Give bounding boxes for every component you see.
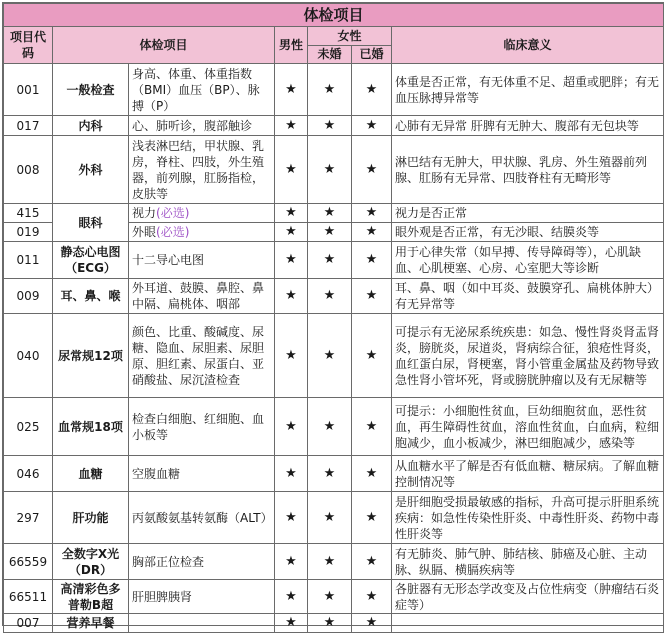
star-male: ★ bbox=[275, 279, 308, 314]
item-name: 肝功能 bbox=[53, 492, 129, 544]
item-name: 高清彩色多普勒B超 bbox=[53, 580, 129, 614]
table-row bbox=[4, 204, 664, 223]
item-detail-text: 视力 bbox=[132, 206, 157, 220]
item-meaning: 是肝细胞受损最敏感的指标，升高可提示肝胆系统疾病：如急性传染性肝炎、中毒性肝炎、药物中毒性肝炎等 bbox=[392, 492, 664, 544]
exam-table-container bbox=[2, 2, 664, 630]
item-meaning: 淋巴结有无肿大，甲状腺、乳房、外生殖器前列腺、肛肠有无异常、四肢脊柱有无畸形等 bbox=[392, 136, 664, 204]
star-married: ★ bbox=[352, 204, 392, 223]
table-row bbox=[4, 398, 664, 456]
star-unmarried: ★ bbox=[308, 223, 352, 242]
star-married: ★ bbox=[352, 314, 392, 398]
item-meaning: 耳、鼻、咽（如中耳炎、鼓膜穿孔、扁桃体肿大）有无异常等 bbox=[392, 279, 664, 314]
item-name: 血糖 bbox=[53, 456, 129, 492]
item-meaning: 各脏器有无形态学改变及占位性病变（肿瘤结石炎症等） bbox=[392, 580, 664, 614]
star-married: ★ bbox=[352, 492, 392, 544]
header-male: 男性 bbox=[275, 27, 308, 64]
star-married: ★ bbox=[352, 544, 392, 580]
star-male: ★ bbox=[275, 314, 308, 398]
star-unmarried: ★ bbox=[308, 580, 352, 614]
star-male: ★ bbox=[275, 492, 308, 544]
table-row bbox=[4, 64, 664, 116]
star-male: ★ bbox=[275, 614, 308, 633]
item-meaning: 心肺有无异常 肝脾有无肿大、腹部有无包块等 bbox=[392, 116, 664, 136]
exam-table bbox=[3, 3, 664, 633]
star-unmarried: ★ bbox=[308, 544, 352, 580]
item-meaning: 可提示：小细胞性贫血，巨幼细胞贫血，恶性贫血，再生障碍性贫血，溶血性贫血，白血病，粒细胞减少，血小板减少，淋巴细胞减少，感染等 bbox=[392, 398, 664, 456]
item-detail-text: 外眼 bbox=[132, 225, 157, 239]
star-unmarried: ★ bbox=[308, 204, 352, 223]
item-meaning: 体重是否正常，有无体重不足、超重或肥胖；有无血压脉搏异常等 bbox=[392, 64, 664, 116]
header-meaning: 临床意义 bbox=[392, 27, 664, 64]
item-detail: 身高、体重、体重指数（BMI）血压（BP）、脉搏（P） bbox=[129, 64, 275, 116]
item-code: 66511 bbox=[4, 580, 53, 614]
required-tag: (必选) bbox=[156, 206, 190, 220]
item-code: 017 bbox=[4, 116, 53, 136]
star-unmarried: ★ bbox=[308, 614, 352, 633]
table-row bbox=[4, 492, 664, 544]
table-row bbox=[4, 456, 664, 492]
header-code: 项目代码 bbox=[4, 27, 53, 64]
star-unmarried: ★ bbox=[308, 492, 352, 544]
item-code: 415 bbox=[4, 204, 53, 223]
table-row bbox=[4, 544, 664, 580]
star-male: ★ bbox=[275, 223, 308, 242]
item-code: 046 bbox=[4, 456, 53, 492]
item-meaning: 有无肺炎、肺气肿、肺结核、肺癌及心脏、主动脉、纵膈、横膈疾病等 bbox=[392, 544, 664, 580]
item-meaning: 从血糖水平了解是否有低血糖、糖尿病。了解血糖控制情况等 bbox=[392, 456, 664, 492]
item-detail: 检查白细胞、红细胞、血小板等 bbox=[129, 398, 275, 456]
star-unmarried: ★ bbox=[308, 116, 352, 136]
star-male: ★ bbox=[275, 456, 308, 492]
star-male: ★ bbox=[275, 64, 308, 116]
star-married: ★ bbox=[352, 398, 392, 456]
star-unmarried: ★ bbox=[308, 279, 352, 314]
star-unmarried: ★ bbox=[308, 314, 352, 398]
item-code: 007 bbox=[4, 614, 53, 633]
item-detail: 丙氨酸氨基转氨酶（ALT） bbox=[129, 492, 275, 544]
item-code: 66559 bbox=[4, 544, 53, 580]
item-meaning: 视力是否正常 bbox=[392, 204, 664, 223]
header-female: 女性 bbox=[308, 27, 392, 46]
item-detail: 肝胆脾胰肾 bbox=[129, 580, 275, 614]
item-detail bbox=[129, 223, 275, 242]
star-married: ★ bbox=[352, 64, 392, 116]
star-married: ★ bbox=[352, 223, 392, 242]
star-male: ★ bbox=[275, 136, 308, 204]
table-title: 体检项目 bbox=[4, 4, 664, 27]
star-unmarried: ★ bbox=[308, 242, 352, 279]
required-tag: (必选) bbox=[156, 225, 190, 239]
header-married: 已婚 bbox=[352, 45, 392, 64]
item-code: 009 bbox=[4, 279, 53, 314]
item-code: 019 bbox=[4, 223, 53, 242]
item-code: 040 bbox=[4, 314, 53, 398]
star-married: ★ bbox=[352, 580, 392, 614]
star-married: ★ bbox=[352, 279, 392, 314]
item-code: 025 bbox=[4, 398, 53, 456]
item-name: 内科 bbox=[53, 116, 129, 136]
item-code: 297 bbox=[4, 492, 53, 544]
item-meaning: 可提示有无泌尿系统疾患：如急、慢性肾炎肾盂肾炎，膀胱炎，尿道炎，肾病综合征，狼疮性肾炎，血红蛋白尿，肾梗塞，肾小管重金属盐及药物导致急性肾小管坏死，肾或膀胱肿瘤以及有无尿糖等 bbox=[392, 314, 664, 398]
table-row bbox=[4, 116, 664, 136]
item-detail: 外耳道、鼓膜、鼻腔、鼻中隔、扁桃体、咽部 bbox=[129, 279, 275, 314]
star-unmarried: ★ bbox=[308, 64, 352, 116]
item-detail bbox=[129, 614, 275, 633]
star-unmarried: ★ bbox=[308, 398, 352, 456]
star-male: ★ bbox=[275, 204, 308, 223]
table-row bbox=[4, 614, 664, 633]
header-unmarried: 未婚 bbox=[308, 45, 352, 64]
item-name: 血常规18项 bbox=[53, 398, 129, 456]
star-married: ★ bbox=[352, 242, 392, 279]
header-item: 体检项目 bbox=[53, 27, 275, 64]
star-male: ★ bbox=[275, 242, 308, 279]
table-row bbox=[4, 279, 664, 314]
item-code: 008 bbox=[4, 136, 53, 204]
item-name: 尿常规12项 bbox=[53, 314, 129, 398]
item-code: 011 bbox=[4, 242, 53, 279]
star-unmarried: ★ bbox=[308, 456, 352, 492]
star-male: ★ bbox=[275, 398, 308, 456]
item-name: 耳、鼻、喉 bbox=[53, 279, 129, 314]
star-male: ★ bbox=[275, 544, 308, 580]
item-name: 全数字X光（DR） bbox=[53, 544, 129, 580]
star-male: ★ bbox=[275, 580, 308, 614]
star-married: ★ bbox=[352, 614, 392, 633]
star-married: ★ bbox=[352, 116, 392, 136]
table-row bbox=[4, 314, 664, 398]
item-detail: 空腹血糖 bbox=[129, 456, 275, 492]
item-code: 001 bbox=[4, 64, 53, 116]
item-meaning: 用于心律失常（如早搏、传导障碍等），心肌缺血、心肌梗塞、心房、心室肥大等诊断 bbox=[392, 242, 664, 279]
item-detail: 浅表淋巴结，甲状腺、乳房，脊柱、四肢，外生殖器，前列腺，肛肠指检，皮肤等 bbox=[129, 136, 275, 204]
item-detail: 胸部正位检查 bbox=[129, 544, 275, 580]
item-detail: 颜色、比重、酸碱度、尿糖、隐血、尿胆素、尿胆原、胆红素、尿蛋白、亚硝酸盐、尿沉渣检查 bbox=[129, 314, 275, 398]
item-name: 眼科 bbox=[53, 204, 129, 242]
table-row bbox=[4, 242, 664, 279]
item-meaning bbox=[392, 614, 664, 633]
item-name: 外科 bbox=[53, 136, 129, 204]
star-unmarried: ★ bbox=[308, 136, 352, 204]
item-name: 营养早餐 bbox=[53, 614, 129, 633]
item-name: 静态心电图（ECG） bbox=[53, 242, 129, 279]
table-row bbox=[4, 136, 664, 204]
item-name: 一般检查 bbox=[53, 64, 129, 116]
star-married: ★ bbox=[352, 456, 392, 492]
star-married: ★ bbox=[352, 136, 392, 204]
table-row bbox=[4, 580, 664, 614]
item-detail: 心、肺听诊，腹部触诊 bbox=[129, 116, 275, 136]
star-male: ★ bbox=[275, 116, 308, 136]
item-detail: 十二导心电图 bbox=[129, 242, 275, 279]
item-meaning: 眼外观是否正常，有无沙眼、结膜炎等 bbox=[392, 223, 664, 242]
item-detail bbox=[129, 204, 275, 223]
